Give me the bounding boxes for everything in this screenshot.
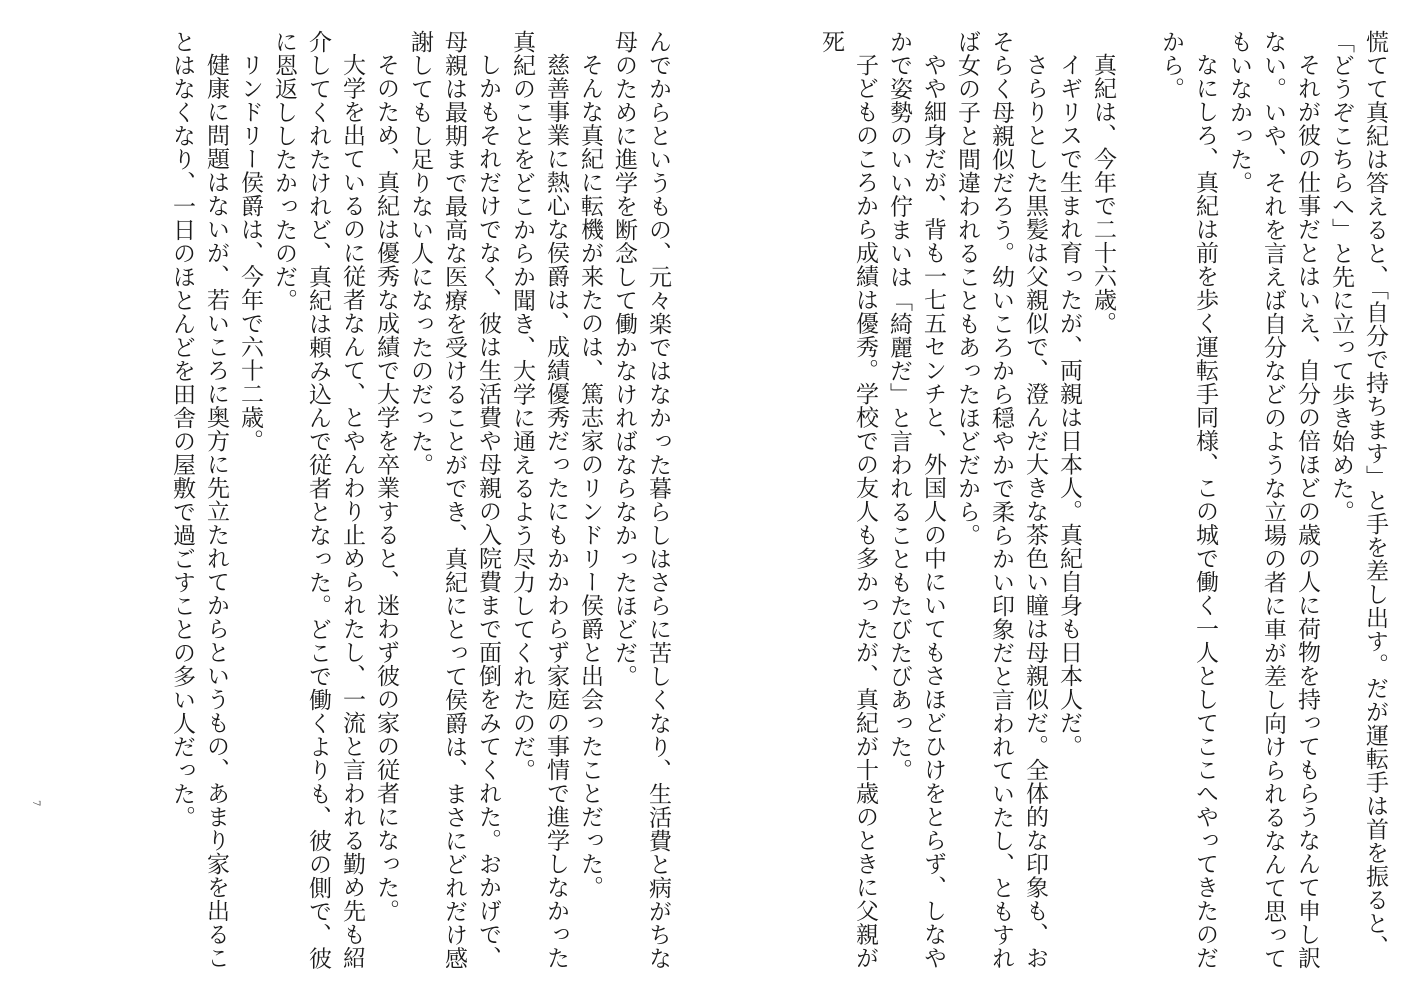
paragraph: さらりとした黒髪は父親似で、澄んだ大きな茶色い瞳は母親似だ。全体的な印象も、おそらく母親似だろう。幼いころから穏やかで柔らかい印象だと言われていたし、ともすれば女の子と間違われることもあったほどだから。 <box>954 30 1048 970</box>
paragraph: そのため、真紀は優秀な成績で大学を卒業すると、迷わず彼の家の従者になった。 <box>373 53 399 923</box>
paragraph: そんな真紀に転機が来たのは、篤志家のリンドリー侯爵と出会ったことだった。 <box>577 53 603 899</box>
paragraph: やや細身だが、背も一七五センチと、外国人の中にいてもさほどひけをとらず、しなやかで姿勢のいい佇まいは「綺麗だ」と言われることもたびたびあった。 <box>886 30 946 970</box>
page-number: 7 <box>30 800 41 807</box>
paragraph: 大学を出ているのに従者なんて、とやんわり止められたし、一流と言われる勤め先も紹介してくれたけれど、真紀は頼み込んで従者となった。どこで働くよりも、彼の側で、彼に恩返ししたかったのだ。 <box>271 30 365 970</box>
paragraph: 健康に問題はないが、若いころに奥方に先立たれてからというもの、あまり家を出ることはなくなり、一日のほとんどを田舎の屋敷で過ごすことの多い人だった。 <box>169 30 229 970</box>
left-page <box>60 30 675 975</box>
paragraph: 慌てて真紀は答えると、「自分で持ちます」と手を差し出す。だが運転手は首を振ると、「どうぞこちらへ」と先に立って歩き始めた。 <box>1328 30 1388 959</box>
blank-line <box>1120 30 1154 975</box>
paragraph: なにしろ、真紀は前を歩く運転手同様、この城で働く一人としてここへやってきたのだから。 <box>1158 30 1218 970</box>
paragraph: 真紀は、今年で二十六歳。 <box>1090 53 1116 335</box>
paragraph: んでからというもの、元々楽ではなかった暮らしはさらに苦しくなり、生活費と病がちな母のために進学を断念して働かなければならなかったほどだ。 <box>611 30 671 970</box>
paragraph: イギリスで生まれ育ったが、両親は日本人。真紀自身も日本人だ。 <box>1056 53 1082 758</box>
paragraph: それが彼の仕事だとはいえ、自分の倍ほどの歳の人に荷物を持ってもらうなんて申し訳ない。いや、それを言えば自分などのような立場の者に車が差し向けられるなんて思ってもいなかった。 <box>1226 30 1320 970</box>
paragraph: リンドリー侯爵は、今年で六十二歳。 <box>237 53 263 453</box>
right-page <box>780 30 1392 975</box>
paragraph: しかもそれだけでなく、彼は生活費や母親の入院費まで面倒をみてくれた。おかげで、母親は最期まで最高な医療を受けることができ、真紀にとって侯爵は、まさにどれだけ感謝してもし足りない人になったのだった。 <box>407 30 501 970</box>
paragraph: 慈善事業に熱心な侯爵は、成績優秀だったにもかかわらず家庭の事情で進学しなかった真紀のことをどこからか聞き、大学に通えるよう尽力してくれたのだ。 <box>509 30 569 970</box>
paragraph: 子どものころから成績は優秀。学校での友人も多かったが、真紀が十歳のときに父親が死 <box>818 30 878 970</box>
